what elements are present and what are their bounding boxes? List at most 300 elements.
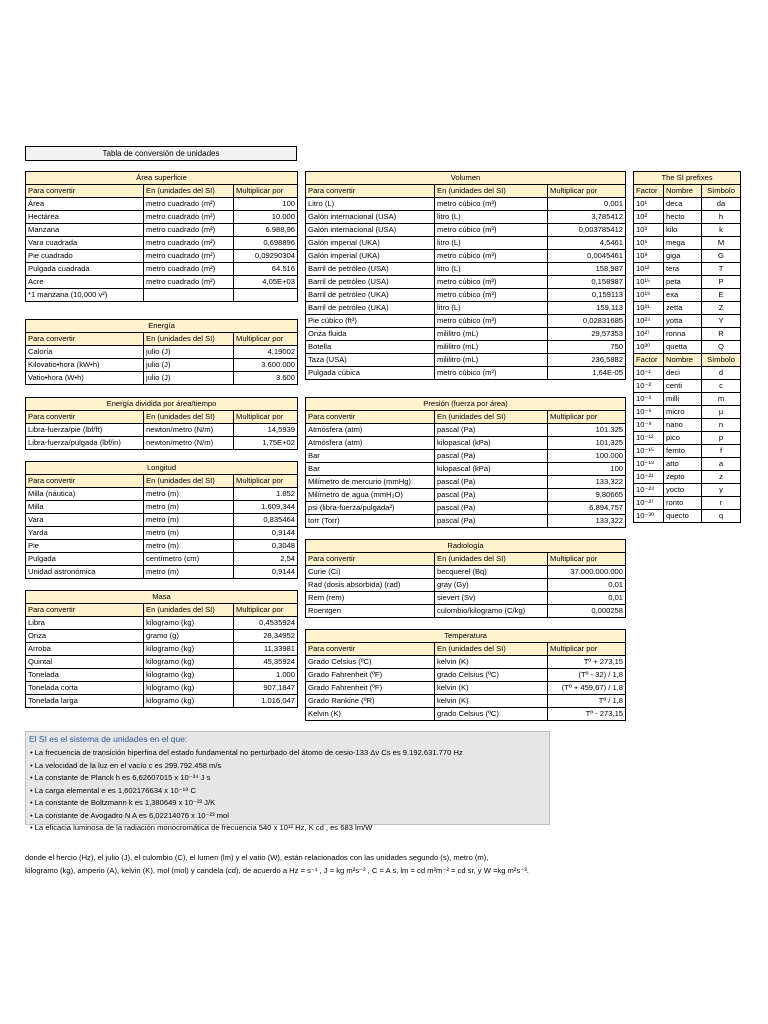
factor: 0,000258 xyxy=(548,605,626,618)
unit-si: newton/metro (N/m) xyxy=(144,437,234,450)
prefix-symbol: n xyxy=(702,419,741,432)
unit-si: grado Celsius (ºC) xyxy=(435,708,548,721)
masa-table xyxy=(25,590,298,708)
unit-si: gramo (g) xyxy=(144,630,234,643)
unit-from: Barril de petróleo (UKA) xyxy=(306,289,435,302)
factor: 1.852 xyxy=(234,488,298,501)
unit-si: kilogramo (kg) xyxy=(144,656,234,669)
unit-from: Roentgen xyxy=(306,605,435,618)
table-row xyxy=(306,237,626,250)
factor: 10.000 xyxy=(234,211,298,224)
prefix-symbol: k xyxy=(702,224,741,237)
unit-from: Milla xyxy=(26,501,144,514)
prefix-name: hecto xyxy=(664,211,702,224)
col-header-convert: Para convertir xyxy=(306,185,435,198)
factor: 0,02831685 xyxy=(548,315,626,328)
unit-from: Pie cuadrado xyxy=(26,250,144,263)
prefix-name: zetta xyxy=(664,302,702,315)
col-header-multiply: Multiplicar por xyxy=(548,553,626,566)
unit-from: Galón internacional (USA) xyxy=(306,224,435,237)
footnote-line-2: kilogramo (kg), amperio (A), kelvin (K), mol (mol) y candela (cd), de acuerdo a Hz = s⁻¹ , J = kg m²s⁻² , C = A s, lm = cd m²m⁻² = cd sr, y W =kg m²s⁻³. xyxy=(25,866,529,875)
unit-from: Kilovatio•hora (kW•h) xyxy=(26,359,144,372)
unit-from: Pie cúbico (ft³) xyxy=(306,315,435,328)
table-row xyxy=(306,450,626,463)
factor: 0,01 xyxy=(548,579,626,592)
unit-from: Grado Fahrenheit (ºF) xyxy=(306,669,435,682)
table-row xyxy=(306,289,626,302)
prefix-symbol: c xyxy=(702,380,741,393)
col-header-convert: Para convertir xyxy=(26,475,144,488)
prefix-row xyxy=(634,315,741,328)
unit-si: metro cuadrado (m²) xyxy=(144,237,234,250)
factor: (Tº - 32) / 1,8 xyxy=(548,669,626,682)
prefix-row xyxy=(634,445,741,458)
prefix-symbol: q xyxy=(702,510,741,523)
table-row xyxy=(26,263,298,276)
factor: 100 xyxy=(234,198,298,211)
unit-si: litro (L) xyxy=(435,237,548,250)
prefix-row xyxy=(634,276,741,289)
factor: 0,158987 xyxy=(548,276,626,289)
prefix-row xyxy=(634,211,741,224)
prefix-row xyxy=(634,380,741,393)
prefix-symbol: Z xyxy=(702,302,741,315)
table-row xyxy=(26,553,298,566)
si-definition-item: • La eficacia luminosa de la radiación monocromática de frecuencia 540 x 10¹² Hz, K cd , es 683 lm/W xyxy=(30,822,463,835)
factor: 0,0045461 xyxy=(548,250,626,263)
prefix-name: centi xyxy=(664,380,702,393)
prefix-factor: 10⁻²⁴ xyxy=(634,484,664,497)
unit-from: Pulgada cúbica xyxy=(306,367,435,380)
factor: 0,003785412 xyxy=(548,224,626,237)
unit-si: litro (L) xyxy=(435,302,548,315)
factor: 1.000 xyxy=(234,669,298,682)
unit-si: pascal (Pa) xyxy=(435,476,548,489)
table-row xyxy=(306,250,626,263)
prefix-row xyxy=(634,510,741,523)
unit-from: Vatio•hora (W•h) xyxy=(26,372,144,385)
table-row xyxy=(306,682,626,695)
unit-si: kilopascal (kPa) xyxy=(435,463,548,476)
unit-from: Pie xyxy=(26,540,144,553)
prefix-name: yotta xyxy=(664,315,702,328)
table-row xyxy=(26,424,298,437)
unit-from: Quintal xyxy=(26,656,144,669)
unit-si: litro (L) xyxy=(435,263,548,276)
table-row xyxy=(26,198,298,211)
table-row xyxy=(306,515,626,528)
unit-si: metro cuadrado (m²) xyxy=(144,198,234,211)
col-header-si-units: En (unidades del SI) xyxy=(435,643,548,656)
unit-from: Taza (USA) xyxy=(306,354,435,367)
prefix-factor: 10⁻¹⁵ xyxy=(634,445,664,458)
prefix-factor: 10³⁰ xyxy=(634,341,664,354)
unit-si: metro cúbico (m³) xyxy=(435,198,548,211)
table-row xyxy=(26,211,298,224)
table-row xyxy=(306,669,626,682)
unit-from: Vara cuadrada xyxy=(26,237,144,250)
prefix-name: yocto xyxy=(664,484,702,497)
si-definition-item: • La frecuencia de transición hiperfina del estado fundamental no perturbado del átomo de cesio-133 Δv Cs es 9.192.631.770 Hz xyxy=(30,747,463,760)
unit-si: metro (m) xyxy=(144,527,234,540)
unit-si xyxy=(144,289,234,302)
unit-from: Kelvin (K) xyxy=(306,708,435,721)
factor: 0,835464 xyxy=(234,514,298,527)
si-definition-item: • La carga elemental e es 1,602176634 x 10⁻¹⁹ C xyxy=(30,785,463,798)
table-row xyxy=(26,514,298,527)
factor: (Tº + 459,67) / 1,8 xyxy=(548,682,626,695)
prefix-row xyxy=(634,250,741,263)
unit-from: Milla (náutica) xyxy=(26,488,144,501)
factor: 100 xyxy=(548,463,626,476)
section-title: Radiología xyxy=(306,540,626,553)
factor: 0,4535924 xyxy=(234,617,298,630)
prefix-factor: 10¹² xyxy=(634,263,664,276)
prefix-symbol: d xyxy=(702,367,741,380)
si-definition-item: • La constante de Planck h es 6,62607015 x 10⁻³⁴ J s xyxy=(30,772,463,785)
table-row xyxy=(306,489,626,502)
factor: 3.600.000 xyxy=(234,359,298,372)
unit-si: metro (m) xyxy=(144,488,234,501)
factor: 14,5939 xyxy=(234,424,298,437)
footnote xyxy=(25,851,745,877)
prefix-symbol: P xyxy=(702,276,741,289)
prefix-factor: 10⁻² xyxy=(634,380,664,393)
unit-si: pascal (Pa) xyxy=(435,424,548,437)
table-row xyxy=(306,315,626,328)
factor: 0,3048 xyxy=(234,540,298,553)
unit-si: metro (m) xyxy=(144,514,234,527)
factor: 11,33981 xyxy=(234,643,298,656)
prefix-name: zepto xyxy=(664,471,702,484)
factor: 236,5882 xyxy=(548,354,626,367)
unit-from: Caloría xyxy=(26,346,144,359)
section-title: Presión (fuerza por área) xyxy=(306,398,626,411)
unit-from: Arroba xyxy=(26,643,144,656)
prefix-factor: 10⁻¹⁸ xyxy=(634,458,664,471)
prefix-row xyxy=(634,471,741,484)
col-header-multiply: Multiplicar por xyxy=(234,185,298,198)
prefix-name: ronto xyxy=(664,497,702,510)
unit-si: mililitro (mL) xyxy=(435,328,548,341)
unit-from: Grado Fahrenheit (ºF) xyxy=(306,682,435,695)
unit-from: Milímetro de mercurio (mmHg) xyxy=(306,476,435,489)
table-row xyxy=(26,289,298,302)
factor: 0,159113 xyxy=(548,289,626,302)
unit-si: kelvin (K) xyxy=(435,695,548,708)
unit-from: Milímetro de agua (mmH₂O) xyxy=(306,489,435,502)
factor: 3.600 xyxy=(234,372,298,385)
unit-si: julio (J) xyxy=(144,346,234,359)
unit-from: Tonelada xyxy=(26,669,144,682)
factor xyxy=(234,289,298,302)
unit-from: Libra-fuerza/pulgada (lbf/in) xyxy=(26,437,144,450)
table-row xyxy=(306,424,626,437)
col-header-convert: Para convertir xyxy=(306,411,435,424)
table-row xyxy=(306,354,626,367)
factor: 29,57353 xyxy=(548,328,626,341)
prefix-row xyxy=(634,458,741,471)
unit-si: julio (J) xyxy=(144,372,234,385)
table-row xyxy=(306,476,626,489)
col-header-multiply: Multiplicar por xyxy=(548,643,626,656)
longitud-table xyxy=(25,461,298,579)
prefix-row xyxy=(634,393,741,406)
factor: Tº / 1,8 xyxy=(548,695,626,708)
prefix-row xyxy=(634,432,741,445)
unit-si: culombio/kilogramo (C/kg) xyxy=(435,605,548,618)
section-title: Energía dividida por área/tiempo xyxy=(26,398,298,411)
factor: 101,325 xyxy=(548,437,626,450)
prefix-name: quetta xyxy=(664,341,702,354)
unit-si: pascal (Pa) xyxy=(435,515,548,528)
col-header-multiply: Multiplicar por xyxy=(548,411,626,424)
factor: 4,19002 xyxy=(234,346,298,359)
prefix-symbol: µ xyxy=(702,406,741,419)
unit-from: Bar xyxy=(306,463,435,476)
prefix-symbol: y xyxy=(702,484,741,497)
unit-from: *1 manzana (10.000 v²) xyxy=(26,289,144,302)
factor: 28,34952 xyxy=(234,630,298,643)
prefix-symbol: r xyxy=(702,497,741,510)
factor: 6.988,96 xyxy=(234,224,298,237)
col-header-si-units: En (unidades del SI) xyxy=(435,411,548,424)
unit-si: metro (m) xyxy=(144,540,234,553)
section-title: Longitud xyxy=(26,462,298,475)
unit-from: Onza fluida xyxy=(306,328,435,341)
prefix-factor: 10⁻¹² xyxy=(634,432,664,445)
col-header-si-units: En (unidades del SI) xyxy=(435,553,548,566)
prefix-factor: 10² xyxy=(634,211,664,224)
unit-si: metro (m) xyxy=(144,566,234,579)
si-definition-item: • La velocidad de la luz en el vacío c es 299.792.458 m/s xyxy=(30,760,463,773)
unit-si: litro (L) xyxy=(435,211,548,224)
prefix-name: kilo xyxy=(664,224,702,237)
unit-si: metro cuadrado (m²) xyxy=(144,224,234,237)
col-header-name: Nombre xyxy=(664,185,702,198)
col-header-symbol: Símbolo xyxy=(702,354,741,367)
page-title: Tabla de conversión de unidades xyxy=(25,146,297,161)
prefix-name: atto xyxy=(664,458,702,471)
unit-from: Bar xyxy=(306,450,435,463)
table-row xyxy=(306,211,626,224)
prefix-row xyxy=(634,263,741,276)
unit-si: pascal (Pa) xyxy=(435,502,548,515)
table-row xyxy=(26,488,298,501)
unit-from: Curie (Ci) xyxy=(306,566,435,579)
prefix-row xyxy=(634,198,741,211)
unit-si: sievert (Sv) xyxy=(435,592,548,605)
radiologia-table xyxy=(305,539,626,618)
unit-si: grado Celsius (ºC) xyxy=(435,669,548,682)
unit-si: metro cúbico (m³) xyxy=(435,367,548,380)
unit-si: kilopascal (kPa) xyxy=(435,437,548,450)
factor: 0,09290304 xyxy=(234,250,298,263)
unit-si: metro cuadrado (m²) xyxy=(144,250,234,263)
unit-si: becquerel (Bq) xyxy=(435,566,548,579)
table-row xyxy=(306,592,626,605)
unit-si: kilogramo (kg) xyxy=(144,695,234,708)
prefix-name: mega xyxy=(664,237,702,250)
unit-from: Botella xyxy=(306,341,435,354)
table-row xyxy=(26,501,298,514)
factor: 133,322 xyxy=(548,515,626,528)
unit-from: Galón internacional (USA) xyxy=(306,211,435,224)
prefix-factor: 10⁹ xyxy=(634,250,664,263)
prefix-name: pico xyxy=(664,432,702,445)
unit-si: kilogramo (kg) xyxy=(144,617,234,630)
prefixes-title: The SI prefixes xyxy=(634,172,741,185)
col-header-multiply: Multiplicar por xyxy=(234,333,298,346)
unit-from: Atmósfera (atm) xyxy=(306,424,435,437)
unit-si: metro (m) xyxy=(144,501,234,514)
prefix-symbol: Q xyxy=(702,341,741,354)
prefix-name: quecto xyxy=(664,510,702,523)
prefix-symbol: h xyxy=(702,211,741,224)
col-header-si-units: En (unidades del SI) xyxy=(144,411,234,424)
factor: 1.016,047 xyxy=(234,695,298,708)
unit-si: metro cúbico (m³) xyxy=(435,276,548,289)
unit-si: metro cúbico (m³) xyxy=(435,224,548,237)
table-row xyxy=(26,656,298,669)
prefix-name: tera xyxy=(664,263,702,276)
unit-si: newton/metro (N/m) xyxy=(144,424,234,437)
table-row xyxy=(306,341,626,354)
table-row xyxy=(306,224,626,237)
unit-si: julio (J) xyxy=(144,359,234,372)
prefix-name: milli xyxy=(664,393,702,406)
prefix-row xyxy=(634,341,741,354)
table-row xyxy=(26,437,298,450)
unit-si: pascal (Pa) xyxy=(435,450,548,463)
prefix-symbol: a xyxy=(702,458,741,471)
table-row xyxy=(26,237,298,250)
presion-table xyxy=(305,397,626,528)
unit-from: Rem (rem) xyxy=(306,592,435,605)
unit-from: Galón imperial (UKA) xyxy=(306,250,435,263)
unit-from: Atmósfera (atm) xyxy=(306,437,435,450)
unit-from: Tonelada larga xyxy=(26,695,144,708)
unit-from: Área xyxy=(26,198,144,211)
prefix-factor: 10¹ xyxy=(634,198,664,211)
table-row xyxy=(306,695,626,708)
factor: 100.000 xyxy=(548,450,626,463)
prefix-factor: 10⁻²⁷ xyxy=(634,497,664,510)
unit-si: metro cúbico (m³) xyxy=(435,250,548,263)
col-header-convert: Para convertir xyxy=(26,333,144,346)
unit-si: mililitro (mL) xyxy=(435,341,548,354)
prefix-factor: 10⁻⁹ xyxy=(634,419,664,432)
section-title: Masa xyxy=(26,591,298,604)
unit-si: gray (Gy) xyxy=(435,579,548,592)
prefix-factor: 10⁻¹ xyxy=(634,367,664,380)
col-header-factor: Factor xyxy=(634,354,664,367)
prefix-symbol: p xyxy=(702,432,741,445)
table-row xyxy=(26,566,298,579)
prefix-symbol: R xyxy=(702,328,741,341)
col-header-factor: Factor xyxy=(634,185,664,198)
col-header-multiply: Multiplicar por xyxy=(548,185,626,198)
factor: 4,05E+03 xyxy=(234,276,298,289)
unit-from: Libra xyxy=(26,617,144,630)
col-header-si-units: En (unidades del SI) xyxy=(144,333,234,346)
factor: 158,987 xyxy=(548,263,626,276)
col-header-convert: Para convertir xyxy=(26,185,144,198)
factor: 0,698896 xyxy=(234,237,298,250)
factor: 907,1847 xyxy=(234,682,298,695)
unit-from: Barril de petróleo (USA) xyxy=(306,276,435,289)
prefix-factor: 10²⁷ xyxy=(634,328,664,341)
factor: 64.516 xyxy=(234,263,298,276)
unit-from: torr (Torr) xyxy=(306,515,435,528)
table-row xyxy=(26,682,298,695)
col-header-si-units: En (unidades del SI) xyxy=(435,185,548,198)
factor: 2,54 xyxy=(234,553,298,566)
unit-from: Onza xyxy=(26,630,144,643)
factor: 1,75E+02 xyxy=(234,437,298,450)
table-row xyxy=(26,669,298,682)
prefix-row xyxy=(634,406,741,419)
unit-si: pascal (Pa) xyxy=(435,489,548,502)
prefix-factor: 10⁻²¹ xyxy=(634,471,664,484)
prefix-symbol: Y xyxy=(702,315,741,328)
prefix-factor: 10⁻³ xyxy=(634,393,664,406)
unit-from: Galón imperial (UKA) xyxy=(306,237,435,250)
factor: 1,64E-05 xyxy=(548,367,626,380)
col-header-si-units: En (unidades del SI) xyxy=(144,185,234,198)
col-header-convert: Para convertir xyxy=(306,553,435,566)
prefix-row xyxy=(634,289,741,302)
section-title: Área superficie xyxy=(26,172,298,185)
unit-from: Pulgada cuadrada xyxy=(26,263,144,276)
col-header-convert: Para convertir xyxy=(306,643,435,656)
prefix-row xyxy=(634,419,741,432)
table-row xyxy=(306,302,626,315)
si-definition-list xyxy=(30,747,463,835)
prefix-symbol: f xyxy=(702,445,741,458)
factor: 1.609,344 xyxy=(234,501,298,514)
unit-si: kelvin (K) xyxy=(435,656,548,669)
temperatura-table xyxy=(305,629,626,721)
table-row xyxy=(26,359,298,372)
table-row xyxy=(26,224,298,237)
col-header-multiply: Multiplicar por xyxy=(234,475,298,488)
volumen-table xyxy=(305,171,626,380)
unit-si: kilogramo (kg) xyxy=(144,669,234,682)
unit-si: metro cuadrado (m²) xyxy=(144,263,234,276)
energia-div-table xyxy=(25,397,298,450)
unit-from: Pulgada xyxy=(26,553,144,566)
unit-si: kilogramo (kg) xyxy=(144,682,234,695)
table-row xyxy=(306,198,626,211)
unit-si: metro cuadrado (m²) xyxy=(144,211,234,224)
col-header-convert: Para convertir xyxy=(26,411,144,424)
prefix-factor: 10²⁴ xyxy=(634,315,664,328)
factor: 37.000.000.000 xyxy=(548,566,626,579)
unit-from: Barril de petróleo (USA) xyxy=(306,263,435,276)
prefix-row xyxy=(634,224,741,237)
col-header-si-units: En (unidades del SI) xyxy=(144,604,234,617)
unit-si: metro cúbico (m³) xyxy=(435,289,548,302)
factor: Tº - 273,15 xyxy=(548,708,626,721)
prefix-row xyxy=(634,328,741,341)
table-row xyxy=(306,502,626,515)
factor: 750 xyxy=(548,341,626,354)
prefix-name: giga xyxy=(664,250,702,263)
unit-from: Acre xyxy=(26,276,144,289)
table-row xyxy=(306,463,626,476)
table-row xyxy=(306,605,626,618)
